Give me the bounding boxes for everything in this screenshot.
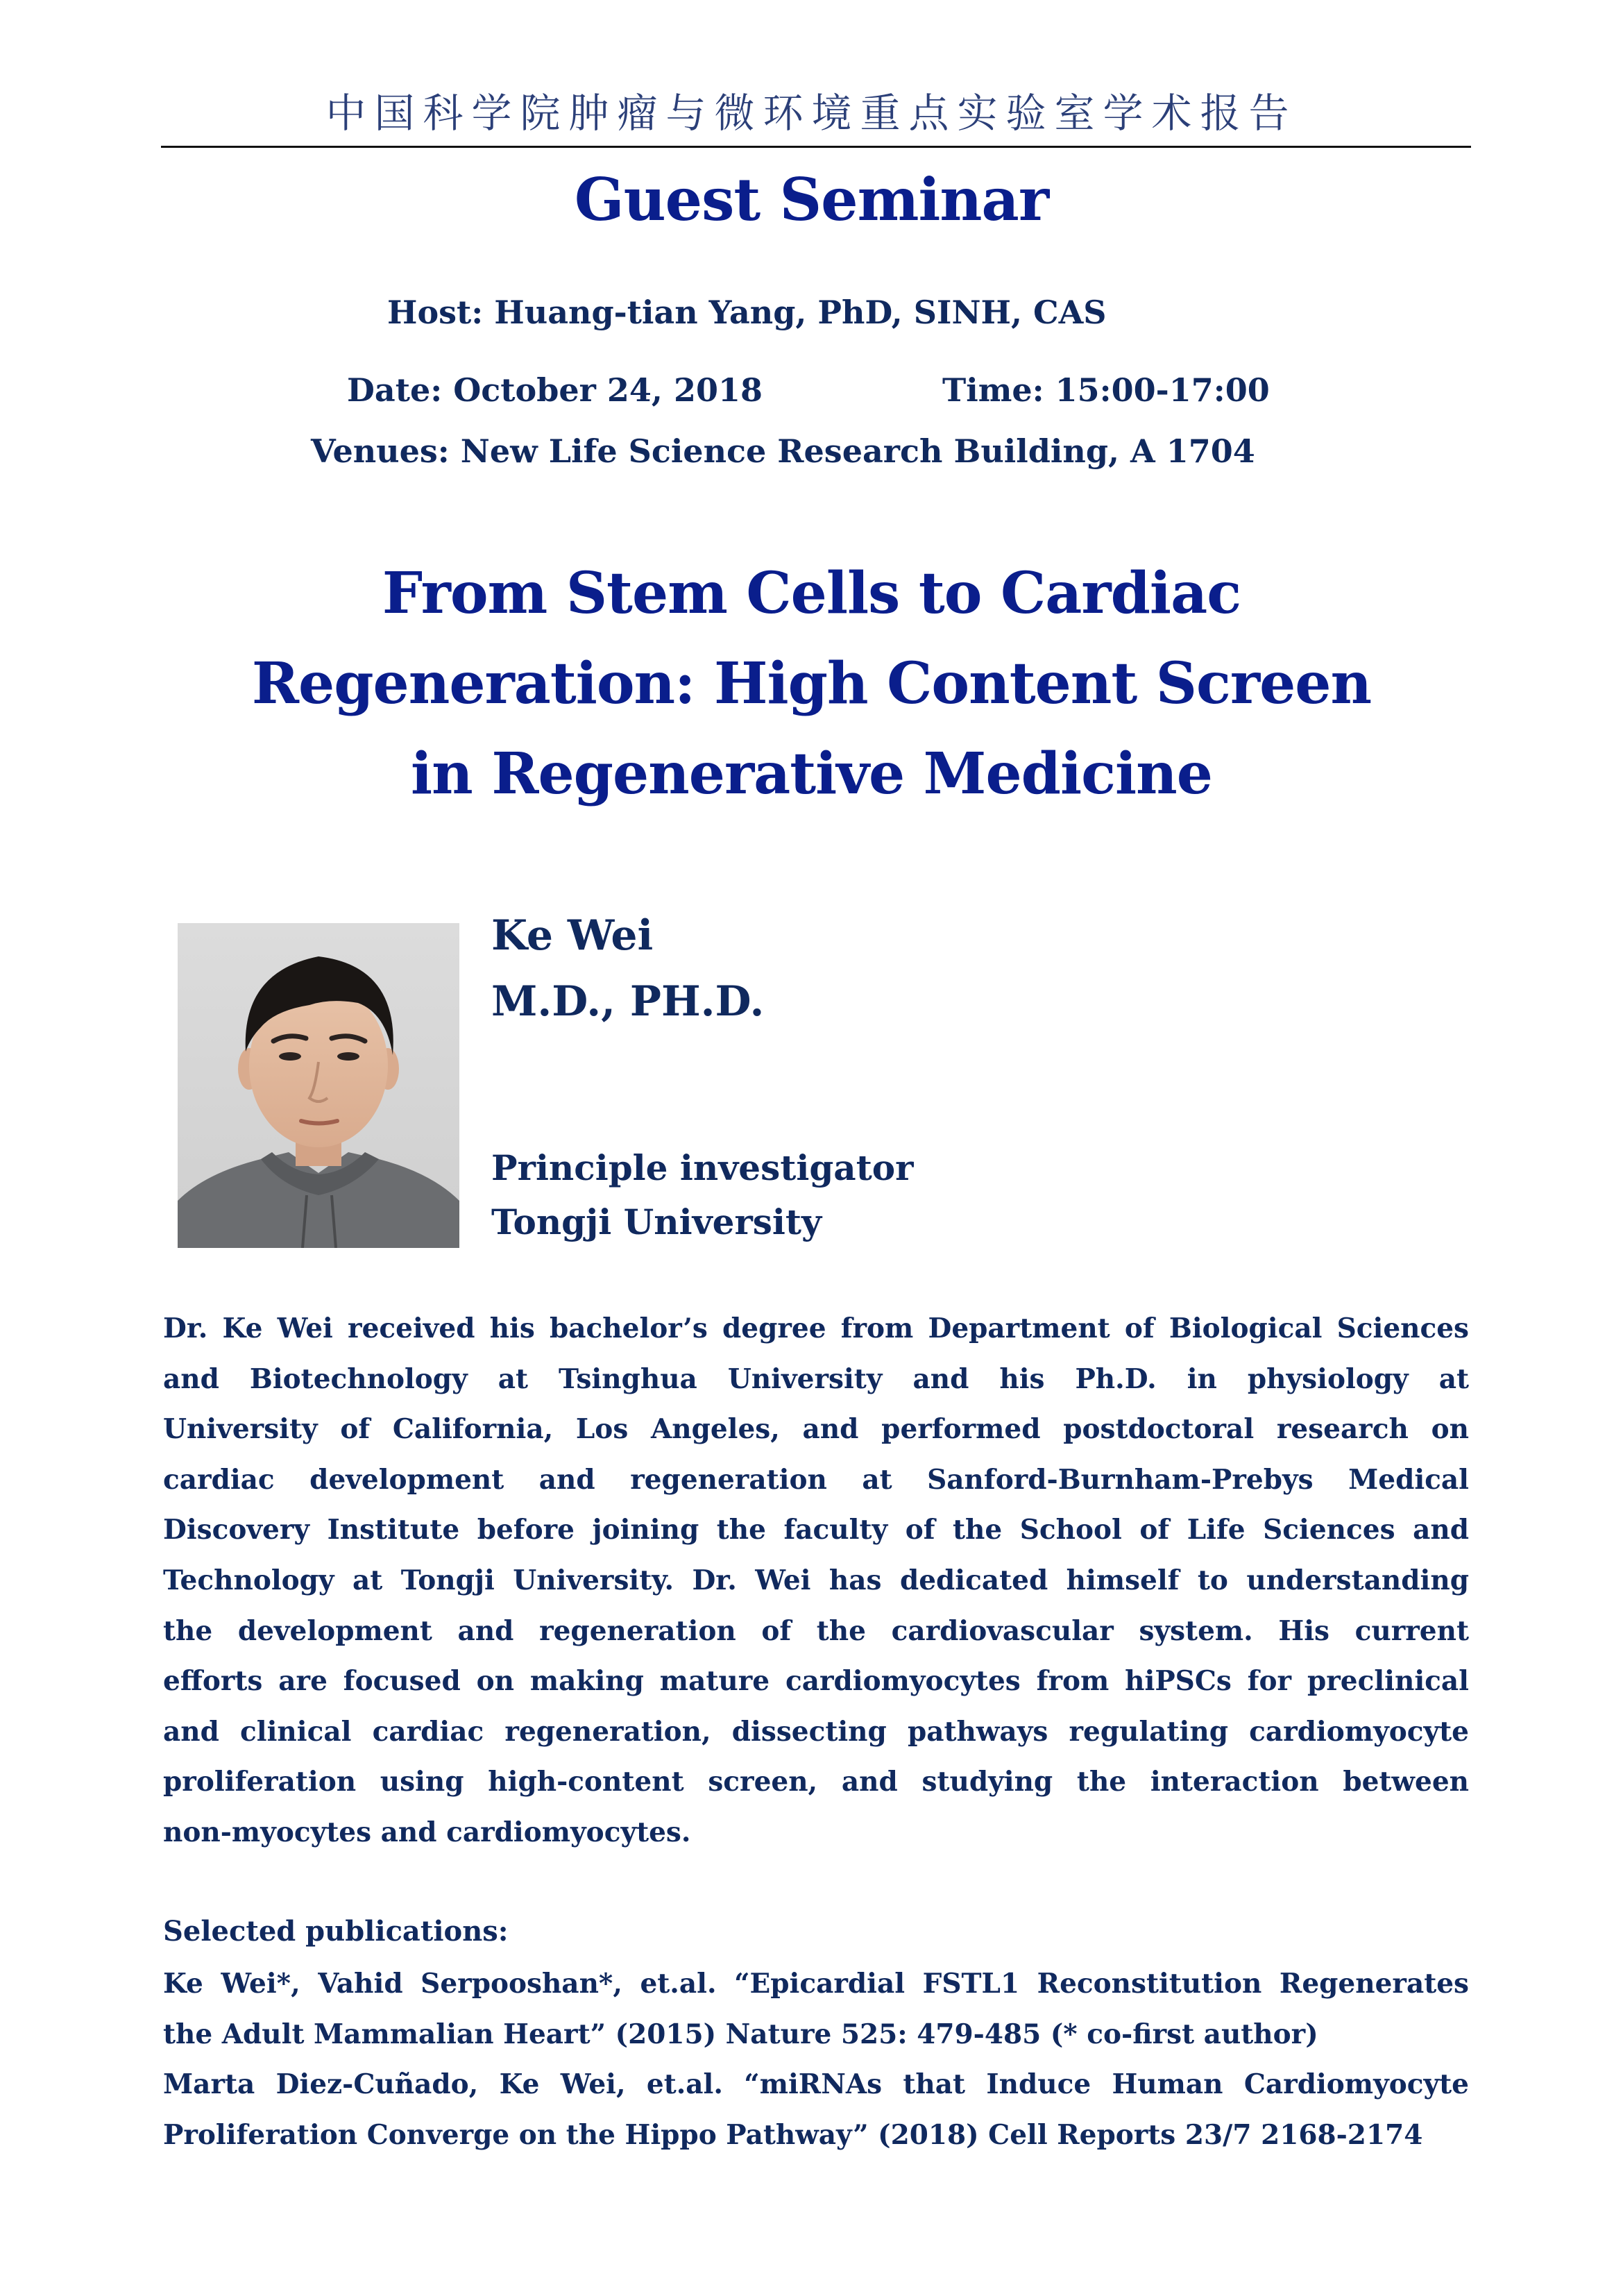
page-title: Guest Seminar	[574, 165, 1049, 234]
bio-line: proliferation using high-content screen, and studying the interaction between	[163, 1766, 1469, 1798]
header-divider	[161, 146, 1471, 148]
publication-item	[163, 1959, 1469, 2059]
institution-header-cn: 中国科学院肿瘤与微环境重点实验室学术报告	[325, 90, 1298, 137]
bio-line: Discovery Institute before joining the faculty of the School of Life Sciences and	[163, 1514, 1469, 1546]
publication-line: the Adult Mammalian Heart” (2015) Nature 525: 479-485 (* co-first author)	[163, 2018, 1318, 2050]
bio-line: University of California, Los Angeles, and performed postdoctoral research on	[163, 1413, 1469, 1446]
speaker-name: Ke Wei	[491, 911, 654, 960]
publication-line: Marta Diez-Cuñado, Ke Wei, et.al. “miRNAs that Induce Human Cardiomyocyte	[163, 2068, 1469, 2100]
talk-title-line: From Stem Cells to Cardiac	[382, 560, 1241, 627]
speaker-photo	[178, 923, 459, 1248]
event-venue: Venues: New Life Science Research Building, A 1704	[311, 432, 1255, 470]
speaker-role: Principle investigator	[491, 1147, 914, 1188]
bio-line: cardiac development and regeneration at Sanford-Burnham-Prebys Medical	[163, 1463, 1469, 1496]
talk-title-line: Regeneration: High Content Screen	[251, 650, 1372, 717]
event-host: Host: Huang-tian Yang, PhD, SINH, CAS	[387, 294, 1107, 331]
speaker-bio	[163, 1303, 1469, 1858]
speaker-degree: M.D., PH.D.	[491, 977, 765, 1026]
talk-title	[111, 548, 1512, 819]
bio-line: Dr. Ke Wei received his bachelor’s degree from Department of Biological Sciences	[163, 1312, 1469, 1344]
speaker-institution: Tongji University	[491, 1201, 822, 1242]
publications-heading: Selected publications:	[163, 1915, 509, 1948]
publication-line: Ke Wei*, Vahid Serpooshan*, et.al. “Epicardial FSTL1 Reconstitution Regenerates	[163, 1968, 1469, 2000]
bio-line: and Biotechnology at Tsinghua University and his Ph.D. in physiology at	[163, 1362, 1469, 1395]
bio-line: the development and regeneration of the cardiovascular system. His current	[163, 1614, 1469, 1647]
bio-line: Technology at Tongji University. Dr. Wei has dedicated himself to understanding	[163, 1564, 1469, 1596]
publication-line: Proliferation Converge on the Hippo Pathway” (2018) Cell Reports 23/7 2168-2174	[163, 2118, 1423, 2151]
bio-line: efforts are focused on making mature cardiomyocytes from hiPSCs for preclinical	[163, 1665, 1469, 1698]
bio-line: non-myocytes and cardiomyocytes.	[163, 1816, 691, 1848]
talk-title-line: in Regenerative Medicine	[411, 741, 1212, 807]
event-date: Date: October 24, 2018	[347, 371, 763, 409]
bio-line: and clinical cardiac regeneration, dissecting pathways regulating cardiomyocyte	[163, 1715, 1469, 1748]
event-time: Time: 15:00-17:00	[942, 371, 1270, 409]
publication-item	[163, 2059, 1469, 2160]
